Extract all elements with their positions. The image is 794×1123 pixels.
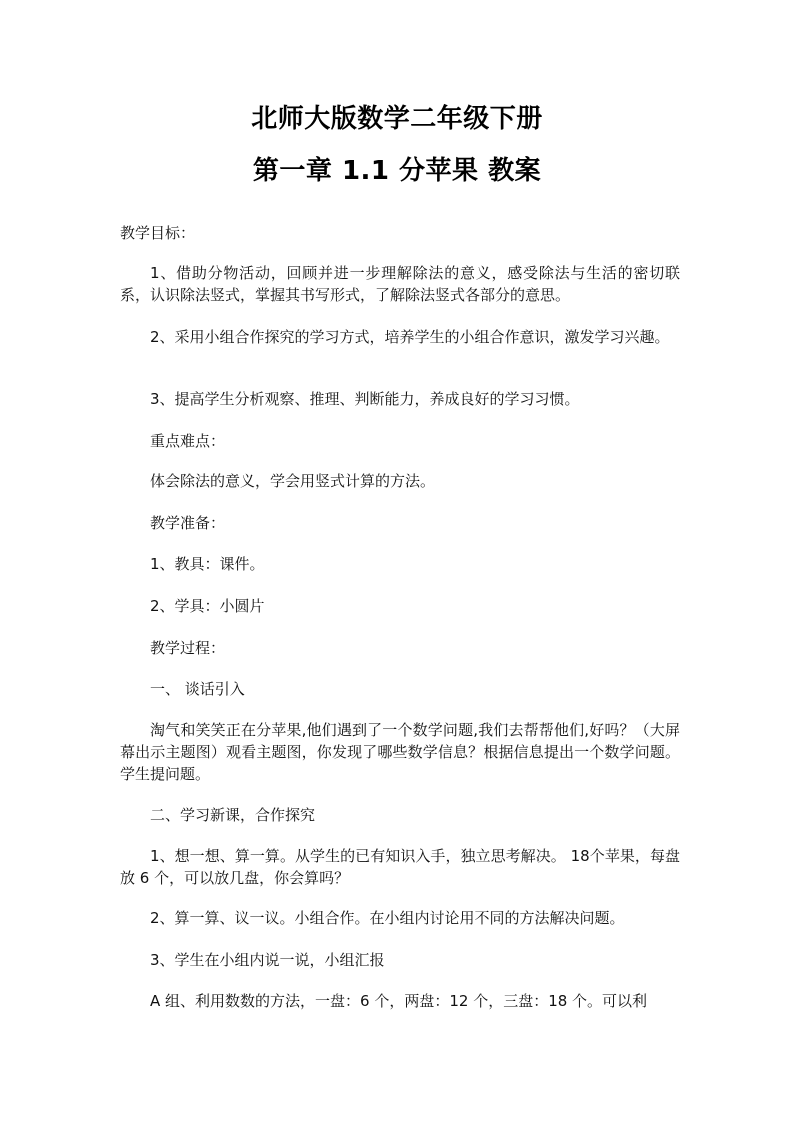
step-3: 3、学生在小组内说一说，小组汇报 bbox=[150, 951, 385, 969]
process-heading: 教学过程： bbox=[150, 639, 226, 657]
part2-heading: 二、学习新课，合作探究 bbox=[150, 806, 316, 824]
document-subtitle: 第一章 1.1 分苹果 教案 bbox=[252, 156, 542, 186]
goal-item-2: 2、采用小组合作探究的学习方式，培养学生的小组合作意识，激发学习兴趣。 bbox=[150, 328, 670, 346]
step-1: 1、想一想、算一算。从学生的已有知识入手，独立思考解决。 18个苹果，每盘放 6 个，可以放几盘，你会算吗？ bbox=[120, 847, 680, 887]
goal-item-1: 1、借助分物活动，回顾并进一步理解除法的意义，感受除法与生活的密切联系，认识除法竖式，掌握其书写形式，了解除法竖式各部分的意思。 bbox=[120, 264, 680, 304]
key-heading: 重点难点： bbox=[150, 432, 226, 450]
part1-text: 淘气和笑笑正在分苹果,他们遇到了一个数学问题,我们去帮帮他们,好吗？（大屏幕出示主题图）观看主题图，你发现了哪些数学信息？根据信息提出一个数学问题。学生提问题。 bbox=[120, 721, 680, 783]
group-a-text: A 组、利用数数的方法，一盘：6 个，两盘：12 个，三盘：18 个。可以利 bbox=[150, 992, 648, 1010]
goal-heading: 教学目标： bbox=[120, 224, 196, 242]
prep-item-1: 1、教具：课件。 bbox=[150, 555, 265, 573]
document-title: 北师大版数学二年级下册 bbox=[251, 104, 543, 134]
part1-heading: 一、 谈话引入 bbox=[150, 680, 245, 698]
step-2: 2、算一算、议一议。小组合作。在小组内讨论用不同的方法解决问题。 bbox=[150, 909, 625, 927]
key-text: 体会除法的意义，学会用竖式计算的方法。 bbox=[150, 472, 436, 490]
prep-heading: 教学准备： bbox=[150, 514, 226, 532]
goal-item-3: 3、提高学生分析观察、推理、判断能力，养成良好的学习习惯。 bbox=[150, 390, 580, 408]
prep-item-2: 2、学具：小圆片 bbox=[150, 597, 265, 615]
